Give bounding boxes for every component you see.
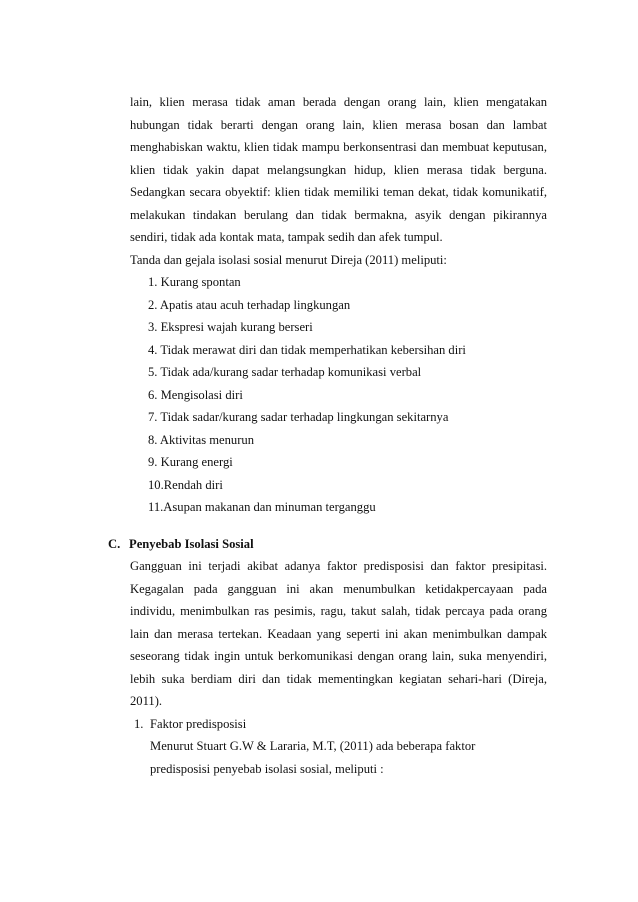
paragraph-line: 2011).: [130, 694, 163, 708]
paragraph-line: lebih suka berdiam diri dan tidak mementingkan kegiatan sehari-hari (Direja,: [130, 671, 547, 686]
list-item-text: Rendah diri: [163, 477, 223, 492]
list-item-number: 10.: [148, 477, 164, 492]
list-item-number: 9.: [148, 455, 158, 469]
section-label: C.: [108, 536, 121, 551]
list-item-text: Mengisolasi diri: [160, 387, 243, 402]
paragraph-line: hubungan tidak berarti dengan orang lain, klien merasa bosan dan lambat: [130, 117, 547, 132]
subsection-line: predisposisi penyebab isolasi sosial, meliputi :: [150, 761, 384, 776]
section-title: Penyebab Isolasi Sosial: [129, 536, 254, 551]
list-item: [148, 432, 254, 448]
list-item-number: 2.: [148, 297, 158, 312]
list-item: [148, 319, 313, 335]
paragraph-line: menghabiskan waktu, klien tidak mampu berkonsentrasi dan membuat keputusan,: [130, 140, 547, 154]
list-item: [148, 342, 466, 358]
paragraph-line: lain dan merasa tertekan. Keadaan yang seperti ini akan menimbulkan dampak: [130, 626, 547, 641]
paragraph-line: seseorang tidak ingin untuk berkomunikasi dengan orang lain, suka menyendiri,: [130, 649, 547, 663]
paragraph-line: Kegagalan pada gangguan ini akan menumbulkan ketidakpercayaan pada: [130, 581, 547, 596]
list-item-text: Apatis atau acuh terhadap lingkungan: [159, 297, 351, 312]
paragraph-line: lain, klien merasa tidak aman berada dengan orang lain, klien mengatakan: [130, 95, 547, 109]
paragraph-line: Sedangkan secara obyektif: klien tidak memiliki teman dekat, tidak komunikatif,: [130, 185, 547, 199]
list-item-text: Kurang spontan: [160, 275, 241, 289]
paragraph-line: individu, menimbulkan ras pesimis, ragu, takut salah, tidak percaya pada orang: [130, 604, 547, 618]
list-item-text: Tidak merawat diri dan tidak memperhatikan kebersihan diri: [160, 342, 466, 357]
list-item: [148, 387, 243, 403]
list-item-number: 7.: [148, 410, 158, 424]
paragraph-line: sendiri, tidak ada kontak mata, tampak sedih dan afek tumpul.: [130, 230, 443, 244]
list-item: [148, 297, 350, 313]
list-item-text: Asupan makanan dan minuman terganggu: [163, 500, 376, 514]
list-item-text: Aktivitas menurun: [159, 432, 255, 447]
section-heading: [108, 536, 254, 552]
list-item: [148, 364, 421, 380]
list-item: [148, 499, 376, 515]
list-item-number: 3.: [148, 320, 158, 334]
list-item-text: Tidak ada/kurang sadar terhadap komunikasi verbal: [160, 365, 422, 379]
list-item-text: Ekspresi wajah kurang berseri: [160, 320, 313, 334]
list-item-number: 8.: [148, 432, 158, 447]
list-item: [148, 274, 241, 290]
list-item: [148, 477, 223, 493]
list-item: [148, 409, 448, 425]
signs-intro: Tanda dan gejala isolasi sosial menurut Direja (2011) meliputi:: [130, 252, 447, 267]
list-item: [148, 454, 233, 470]
subsection-number: 1.: [134, 716, 144, 731]
paragraph-line: melakukan tindakan berulang dan tidak bermakna, asyik dengan pikirannya: [130, 207, 547, 222]
paragraph-line: klien tidak yakin dapat melangsungkan hidup, klien merasa tidak berguna.: [130, 162, 547, 177]
list-item-text: Tidak sadar/kurang sadar terhadap lingkungan sekitarnya: [160, 410, 449, 424]
subsection-title: Faktor predisposisi: [150, 716, 247, 731]
list-item-number: 6.: [148, 387, 158, 402]
list-item-text: Kurang energi: [160, 455, 233, 469]
list-item-number: 5.: [148, 365, 158, 379]
subsection-heading: [134, 716, 246, 732]
subsection-line: Menurut Stuart G.W & Lararia, M.T, (2011) ada beberapa faktor: [150, 739, 476, 753]
paragraph-line: Gangguan ini terjadi akibat adanya faktor predisposisi dan faktor presipitasi.: [130, 559, 547, 573]
list-item-number: 4.: [148, 342, 158, 357]
list-item-number: 11.: [148, 500, 164, 514]
list-item-number: 1.: [148, 275, 158, 289]
